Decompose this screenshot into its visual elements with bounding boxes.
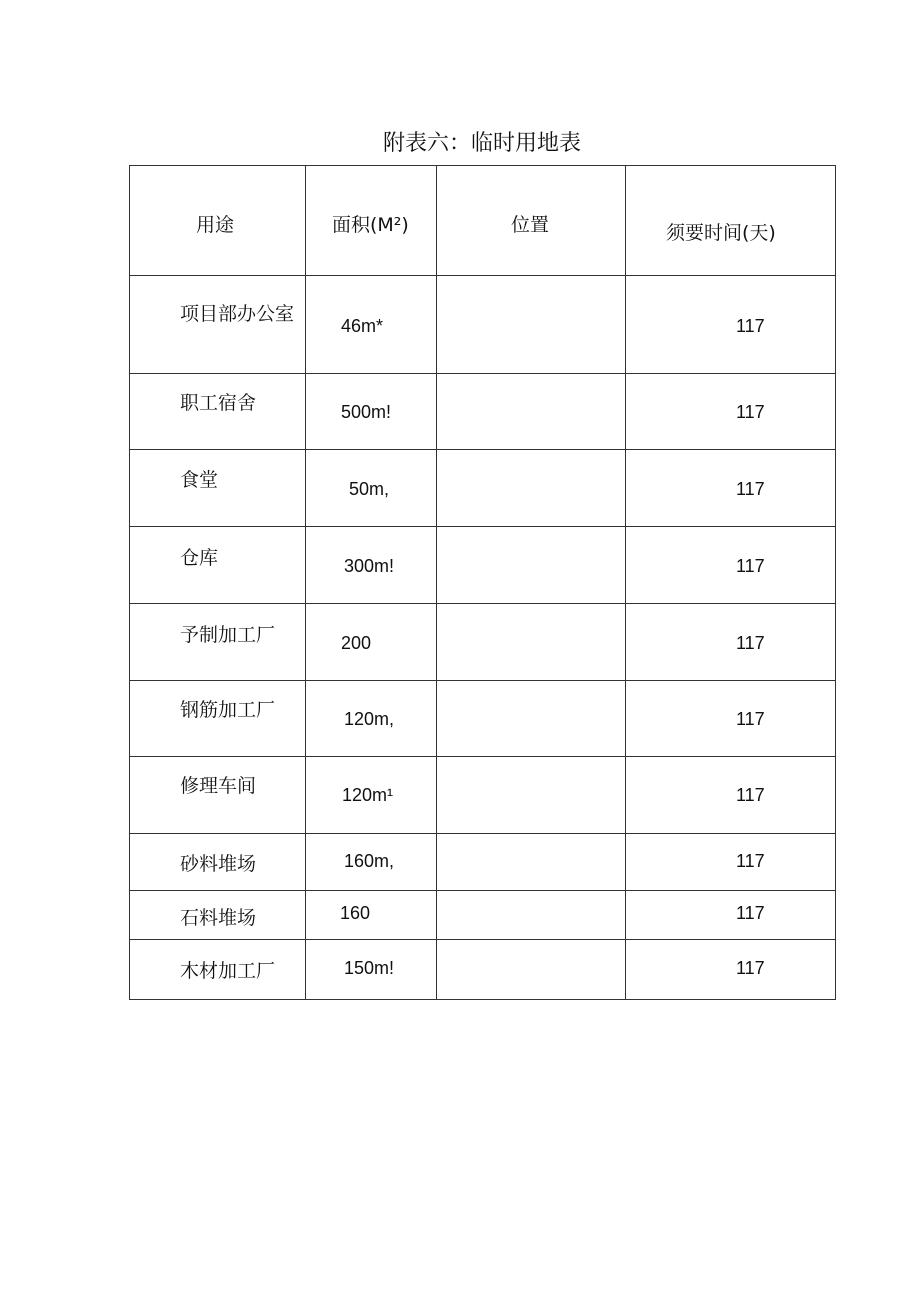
page-title: 附表六：临时用地表 xyxy=(382,131,581,156)
cell-area: 120m, xyxy=(306,681,437,757)
cell-area: 50m, xyxy=(306,450,437,527)
cell-area: 300m! xyxy=(306,527,437,604)
cell-area: 150m! xyxy=(306,940,437,1000)
cell-days: 117 xyxy=(626,757,836,834)
table-row xyxy=(130,527,836,604)
cell-area: 120m¹ xyxy=(306,757,437,834)
table-row xyxy=(130,940,836,1000)
cell-use: 项目部办公室 xyxy=(130,276,306,374)
table-row xyxy=(130,834,836,891)
cell-location xyxy=(437,450,626,527)
cell-location xyxy=(437,374,626,450)
cell-use: 予制加工厂 xyxy=(130,604,306,681)
table-row xyxy=(130,681,836,757)
cell-location xyxy=(437,891,626,940)
cell-area: 46m* xyxy=(306,276,437,374)
cell-location xyxy=(437,757,626,834)
header-area: 面积(M²) xyxy=(306,166,437,276)
table-header-row xyxy=(130,166,836,276)
temporary-land-table xyxy=(129,165,836,1000)
table-row xyxy=(130,604,836,681)
cell-use: 修理车间 xyxy=(130,757,306,834)
cell-use: 职工宿舍 xyxy=(130,374,306,450)
cell-area: 200 xyxy=(306,604,437,681)
cell-location xyxy=(437,834,626,891)
cell-location xyxy=(437,604,626,681)
cell-use: 砂料堆场 xyxy=(130,834,306,891)
cell-area: 160m, xyxy=(306,834,437,891)
cell-use: 食堂 xyxy=(130,450,306,527)
cell-use: 仓库 xyxy=(130,527,306,604)
cell-use: 石料堆场 xyxy=(130,891,306,940)
table-row xyxy=(130,374,836,450)
cell-location xyxy=(437,527,626,604)
cell-area: 500m! xyxy=(306,374,437,450)
cell-days: 117 xyxy=(626,374,836,450)
cell-days: 117 xyxy=(626,834,836,891)
table-row xyxy=(130,757,836,834)
header-location: 位置 xyxy=(437,166,626,276)
cell-days: 117 xyxy=(626,891,836,940)
table-row xyxy=(130,891,836,940)
cell-days: 117 xyxy=(626,604,836,681)
cell-location xyxy=(437,940,626,1000)
cell-location xyxy=(437,276,626,374)
header-time: 须要时间(天) xyxy=(626,166,836,276)
table-row xyxy=(130,450,836,527)
cell-use: 钢筋加工厂 xyxy=(130,681,306,757)
cell-days: 117 xyxy=(626,450,836,527)
cell-days: 117 xyxy=(626,276,836,374)
cell-use: 木材加工厂 xyxy=(130,940,306,1000)
table-row xyxy=(130,276,836,374)
cell-days: 117 xyxy=(626,527,836,604)
cell-days: 117 xyxy=(626,681,836,757)
cell-area: 160 xyxy=(306,891,437,940)
cell-location xyxy=(437,681,626,757)
cell-days: 117 xyxy=(626,940,836,1000)
header-use: 用途 xyxy=(130,166,306,276)
